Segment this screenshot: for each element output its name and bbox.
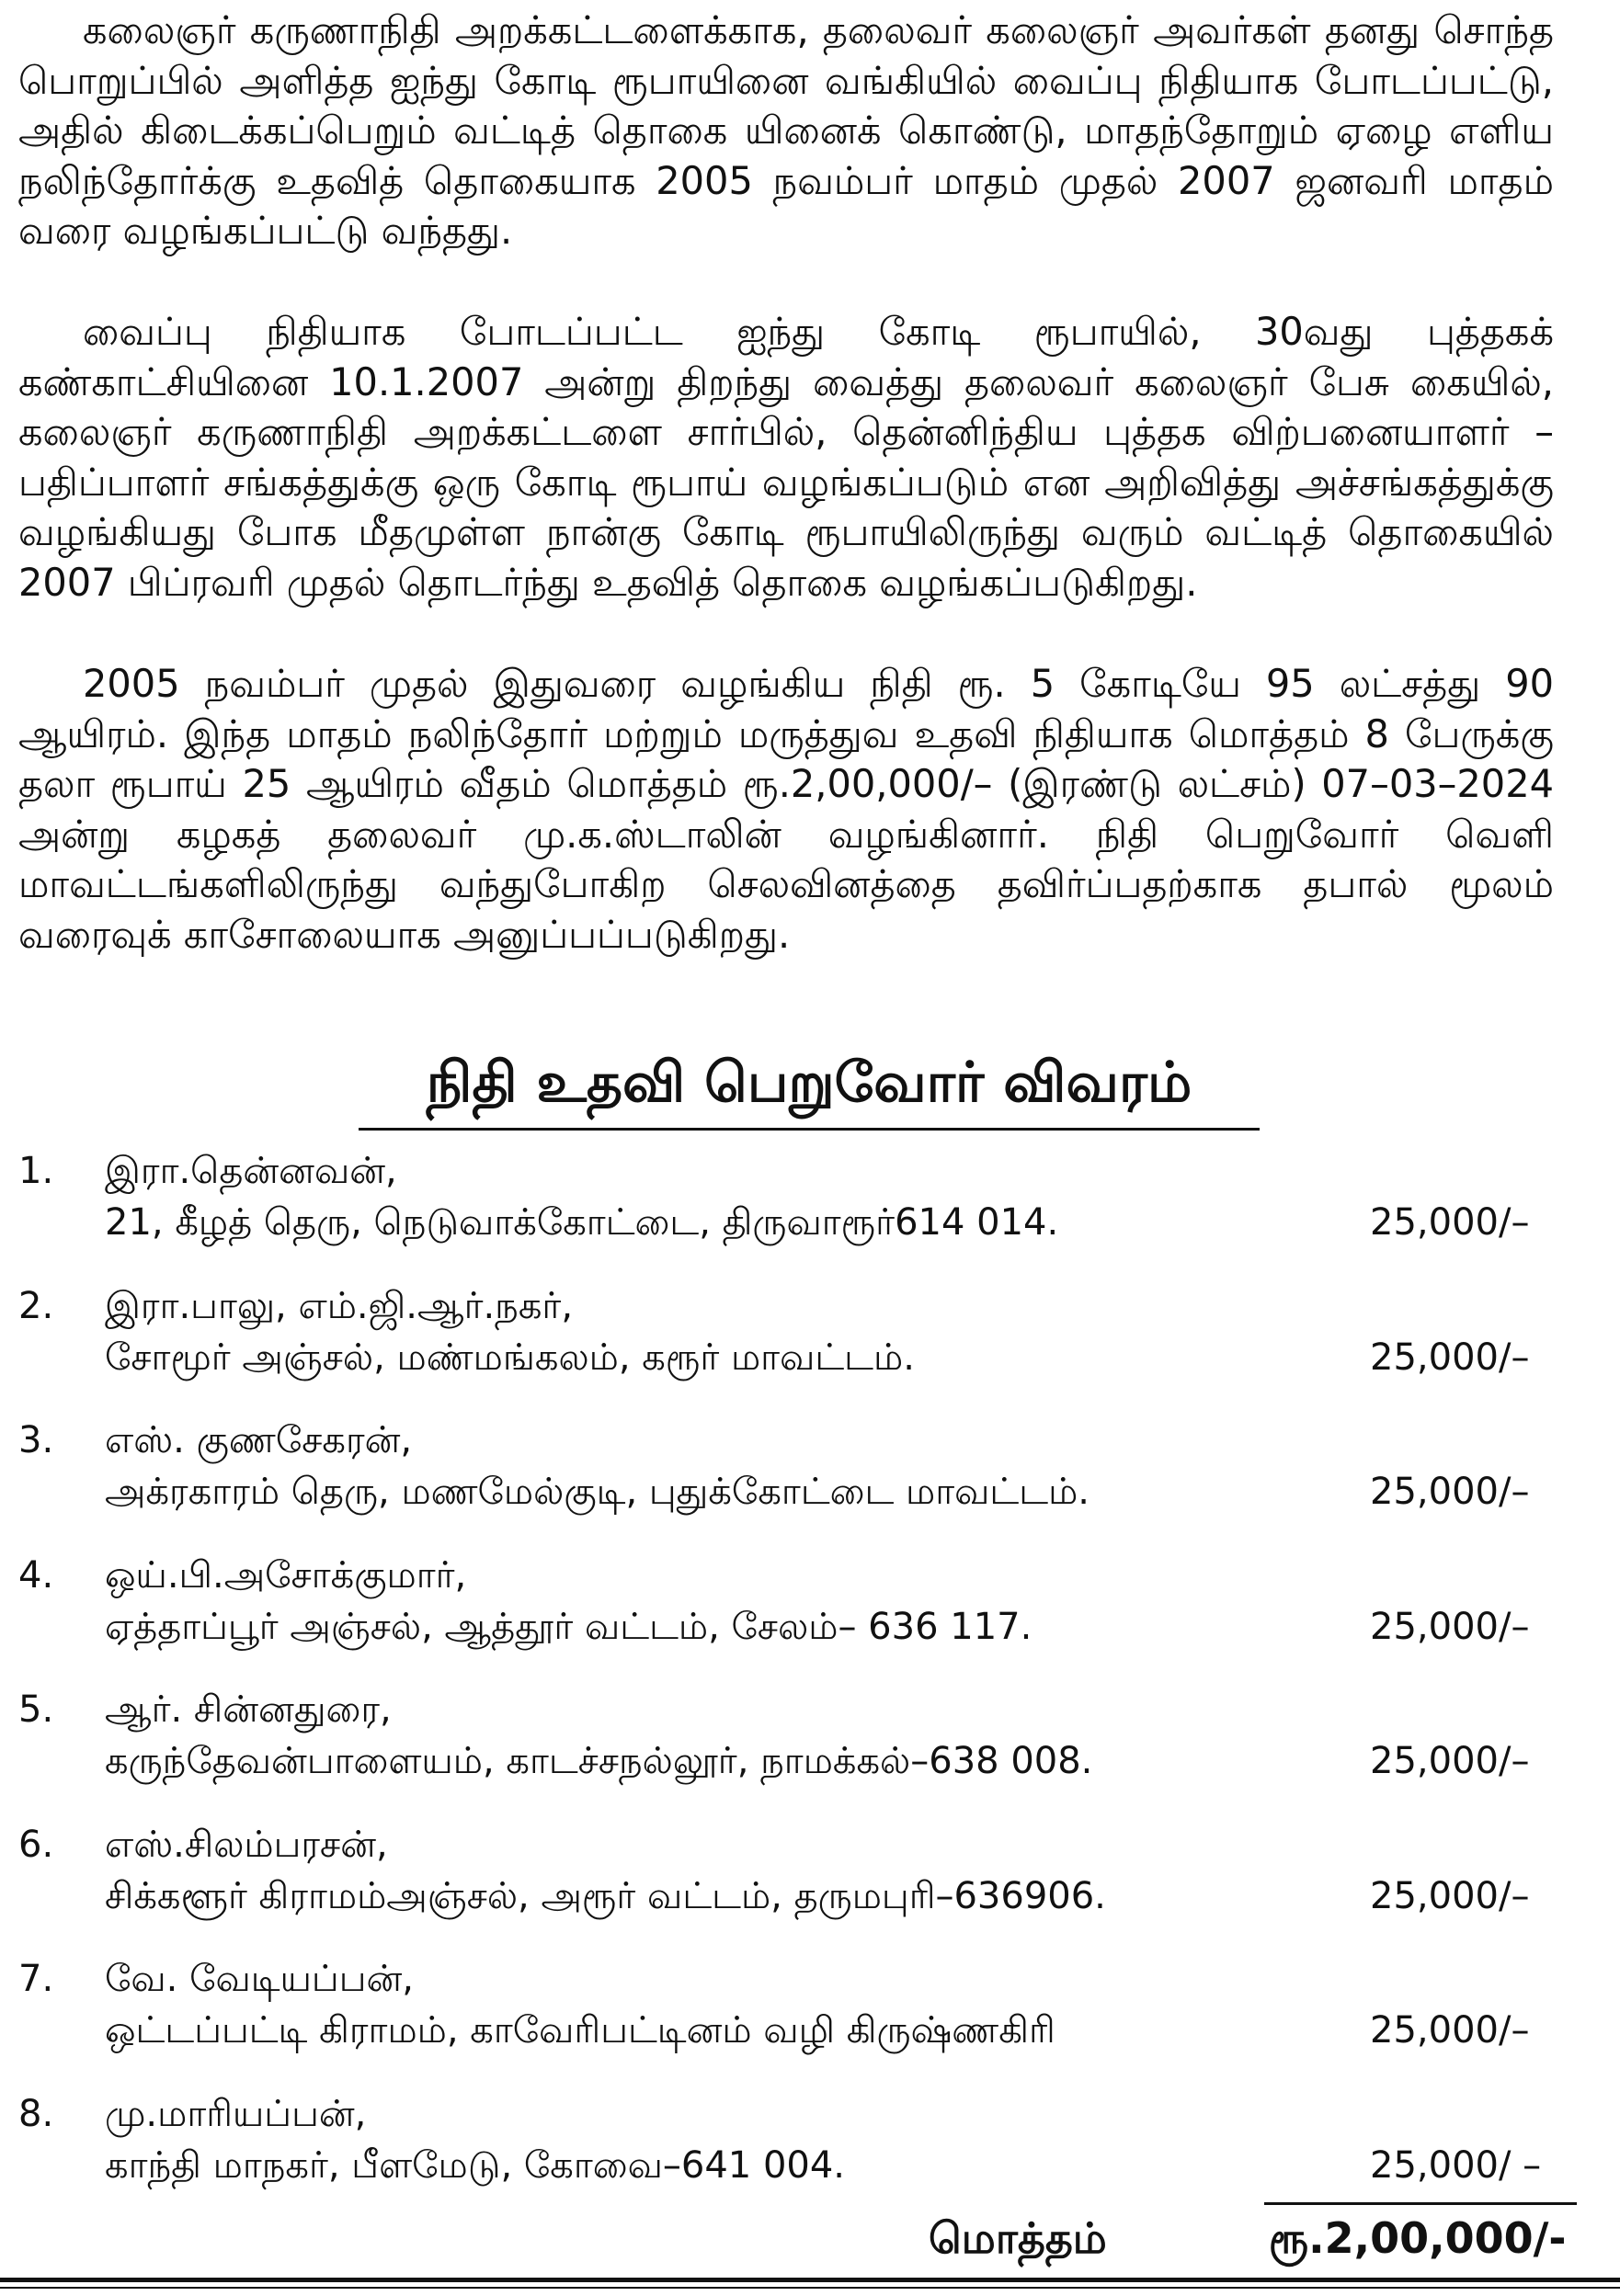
para1-line: வைப்பு நிதியாக போடப்பட்டு, அதில் கிடைக்கப்பெறும் வட்டித் தொகை (18, 57, 1554, 153)
recipient-amount: 25,000/– (1370, 1336, 1530, 1379)
paragraph-2 (18, 307, 1554, 608)
recipient-number: 7. (18, 1958, 54, 2000)
recipient-name: இரா.பாலு, எம்.ஜி.ஆர்.நகர், (105, 1285, 574, 1327)
recipient-name: ஒய்.பி.அசோக்குமார், (105, 1554, 467, 1597)
recipient-entry (0, 1145, 1620, 1246)
recipient-address: ஏத்தாப்பூர் அஞ்சல், ஆத்தூர் வட்டம், சேலம்– 636 117. (105, 1606, 1032, 1648)
para3-line: மொத்தம் 8 பேருக்கு தலா ரூபாய் 25 ஆயிரம் வீதம் மொத்தம் ரூ.2,00,000/– (18, 710, 1554, 807)
recipient-amount: 25,000/ – (1370, 2144, 1542, 2187)
total-divider (1264, 2202, 1577, 2205)
recipient-entry (0, 1684, 1620, 1785)
recipient-name: மு.மாரியப்பன், (105, 2093, 367, 2135)
footer-rule (0, 2278, 1620, 2282)
recipient-entry (0, 2088, 1620, 2189)
para2-line: ரூபாயிலிருந்து வரும் வட்டித் தொகையில் 2007 பிப்ரவரி முதல் தொடர்ந்து (18, 509, 1554, 605)
recipient-address: அக்ரகாரம் தெரு, மணமேல்குடி, புதுக்கோட்டை மாவட்டம். (105, 1471, 1090, 1513)
paragraph-3 (18, 659, 1554, 960)
section-heading: நிதி உதவி பெறுவோர் விவரம் (426, 1051, 1192, 1115)
recipient-name: ஆர். சின்னதுரை, (105, 1688, 392, 1731)
recipient-entry (0, 1415, 1620, 1516)
para2-line: வைப்பு நிதியாக போடப்பட்ட ஐந்து கோடி ரூபாயில், 30வது புத்தகக் (83, 309, 1554, 354)
para2-line: விற்பனையாளர் – பதிப்பாளர் சங்கத்துக்கு ஒரு கோடி ரூபாய் வழங்கப்படும் (18, 409, 1554, 505)
total-value: ரூ.2,00,000/- (1269, 2213, 1567, 2263)
para3-line: 2005 நவம்பர் முதல் இதுவரை வழங்கிய நிதி ரூ. 5 கோடியே 95 லட்சத்து (83, 661, 1506, 706)
recipient-number: 3. (18, 1419, 54, 1461)
para3-line: செலவினத்தை தவிர்ப்பதற்காக தபால் மூலம் வரைவுக் காசோலையாக (18, 861, 1555, 957)
recipient-name: இரா.தென்னவன், (105, 1150, 397, 1192)
recipient-address: கருந்தேவன்பாளையம், காடச்சநல்லூர், நாமக்கல்–638 008. (105, 1740, 1093, 1782)
recipient-entry (0, 1953, 1620, 2054)
recipient-amount: 25,000/– (1370, 1471, 1530, 1513)
footer-rule-thin (0, 2287, 1620, 2289)
para1-line: தனது சொந்த பொறுப்பில் அளித்த ஐந்து கோடி ரூபாயினை வங்கியில் (18, 7, 1554, 103)
para3-line: 90 ஆயிரம். இந்த மாதம் நலிந்தோர் மற்றும் மருத்துவ உதவி நிதியாக (18, 661, 1554, 756)
para1-line: தொகையாக 2005 நவம்பர் மாதம் முதல் 2007 ஜனவரி மாதம் வரை (18, 157, 1554, 254)
para1-line: வழங்கப்பட்டு வந்தது. (122, 208, 513, 254)
recipient-amount: 25,000/– (1370, 1606, 1530, 1648)
recipient-address: ஒட்டப்பட்டி கிராமம், காவேரிபட்டினம் வழி கிருஷ்ணகிரி (105, 2009, 1055, 2052)
recipient-address: சிக்களூர் கிராமம்அஞ்சல், அரூர் வட்டம், தருமபுரி–636906. (105, 1875, 1106, 1917)
recipient-amount: 25,000/– (1370, 2009, 1530, 2052)
recipient-number: 8. (18, 2093, 54, 2135)
heading-underline (359, 1128, 1260, 1131)
recipient-address: காந்தி மாநகர், பீளமேடு, கோவை–641 004. (105, 2144, 846, 2187)
para2-line: உதவித் தொகை வழங்கப்படுகிறது. (592, 559, 1198, 605)
recipient-number: 1. (18, 1150, 54, 1192)
recipient-name: வே. வேடியப்பன், (105, 1958, 414, 2000)
para2-line: கையில், கலைஞர் கருணாநிதி அறக்கட்டளை சார்பில், தென்னிந்திய புத்தக (18, 358, 1554, 455)
paragraph-1 (18, 6, 1554, 256)
recipient-entry (0, 1819, 1620, 1920)
para2-line: என அறிவித்து அச்சங்கத்துக்கு வழங்கியது போக மீதமுள்ள நான்கு கோடி (18, 459, 1555, 555)
recipient-number: 4. (18, 1554, 54, 1597)
recipient-name: எஸ். குணசேகரன், (105, 1419, 413, 1461)
recipient-name: எஸ்.சிலம்பரசன், (105, 1824, 388, 1866)
recipient-entry (0, 1280, 1620, 1381)
para3-line: வழங்கினார். நிதி பெறுவோர் வெளி மாவட்டங்களிலிருந்து வந்துபோகிற (18, 811, 1554, 907)
recipient-entry (0, 1550, 1620, 1651)
recipient-amount: 25,000/– (1370, 1740, 1530, 1782)
recipient-number: 5. (18, 1688, 54, 1731)
recipient-amount: 25,000/– (1370, 1201, 1530, 1244)
total-label: மொத்தம் (929, 2213, 1107, 2263)
para2-line: கண்காட்சியினை 10.1.2007 அன்று திறந்து வைத்து தலைவர் கலைஞர் பேசு (18, 358, 1410, 404)
recipient-amount: 25,000/– (1370, 1875, 1530, 1917)
para1-line: யினைக் கொண்டு, மாதந்தோறும் ஏழை எளிய நலிந்தோர்க்கு உதவித் (18, 108, 1554, 203)
recipient-number: 6. (18, 1824, 54, 1866)
para1-line: கலைஞர் கருணாநிதி அறக்கட்டளைக்காக, தலைவர் கலைஞர் அவர்கள் (83, 7, 1325, 52)
para3-line: (இரண்டு லட்சம்) 07–03–2024 அன்று கழகத் தலைவர் மு.க.ஸ்டாலின் (18, 761, 1555, 857)
recipient-number: 2. (18, 1285, 54, 1327)
recipient-address: சோமூர் அஞ்சல், மண்மங்கலம், கரூர் மாவட்டம். (105, 1336, 915, 1379)
para3-line: அனுப்பப்படுகிறது. (452, 911, 791, 957)
recipient-address: 21, கீழத் தெரு, நெடுவாக்கோட்டை, திருவாரூர்614 014. (105, 1201, 1059, 1244)
